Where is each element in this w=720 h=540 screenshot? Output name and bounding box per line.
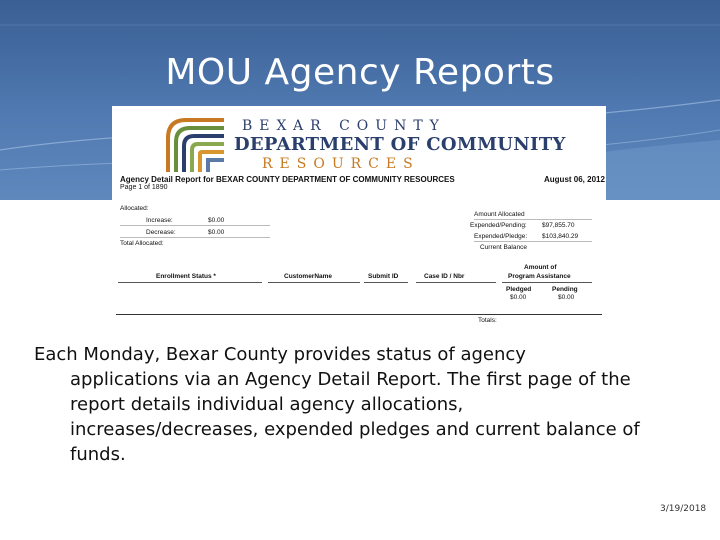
body-paragraph: [34, 342, 654, 467]
brand-department: DEPARTMENT OF COMMUNITY: [234, 134, 566, 155]
col-rule-amount: [502, 282, 592, 283]
current-balance-label: Current Balance: [480, 244, 527, 251]
expended-pending-label: Expended/Pending:: [470, 222, 527, 229]
brand-resources: RESOURCES: [262, 156, 420, 172]
slide-title: MOU Agency Reports: [165, 52, 555, 93]
footer-date: 3/19/2018: [660, 504, 707, 514]
expended-pledge-label: Expended/Pledge:: [474, 233, 528, 240]
col-enrollment-status: Enrollment Status *: [156, 273, 216, 280]
col-rule-customer: [268, 282, 360, 283]
decrease-label: Decrease:: [146, 229, 176, 236]
totals-rule: [116, 314, 602, 315]
expended-pending-value: $97,855.70: [542, 222, 575, 229]
report-title: Agency Detail Report for BEXAR COUNTY DEPARTMENT OF COMMUNITY RESOURCES: [120, 175, 455, 184]
increase-label: Increase:: [146, 217, 173, 224]
col-customer-name: CustomerName: [284, 273, 333, 280]
total-allocated-label: Total Allocated:: [120, 240, 164, 247]
right-rule-1: [474, 219, 592, 220]
expended-pledge-value: $103,840.29: [542, 233, 579, 240]
col-pledged: Pledged: [506, 286, 532, 293]
report-page: Page 1 of 1890: [120, 184, 168, 191]
pending-value: $0.00: [558, 294, 575, 301]
left-rule-2: [120, 237, 270, 238]
col-amount-line1: Amount of: [524, 264, 557, 271]
body-rest: applications via an Agency Detail Report. The first page of the report details individual agency allocations, increases/decreases, expended pledges and current balance of funds.: [70, 369, 640, 465]
col-case-id: Case ID / Nbr: [424, 273, 465, 280]
allocated-label: Allocated:: [120, 205, 149, 212]
totals-label: Totals:: [478, 317, 497, 324]
amount-allocated-label: Amount Allocated: [474, 211, 525, 218]
pledged-value: $0.00: [510, 294, 527, 301]
col-rule-submit: [364, 282, 408, 283]
bexar-county-logo-icon: [164, 116, 228, 174]
left-rule-1: [120, 225, 270, 226]
body-first-line: Each Monday, Bexar County provides status of agency: [34, 344, 526, 365]
report-image: [112, 106, 606, 326]
brand-bexar-county: BEXAR COUNTY: [242, 118, 446, 134]
col-rule-case: [416, 282, 496, 283]
col-rule-enrollment: [118, 282, 262, 283]
col-submit-id: Submit ID: [368, 273, 399, 280]
col-amount-line2: Program Assistance: [508, 273, 571, 280]
right-rule-2: [474, 241, 592, 242]
report-date: August 06, 2012: [544, 175, 605, 184]
col-pending: Pending: [552, 286, 578, 293]
decrease-value: $0.00: [208, 229, 225, 236]
increase-value: $0.00: [208, 217, 225, 224]
